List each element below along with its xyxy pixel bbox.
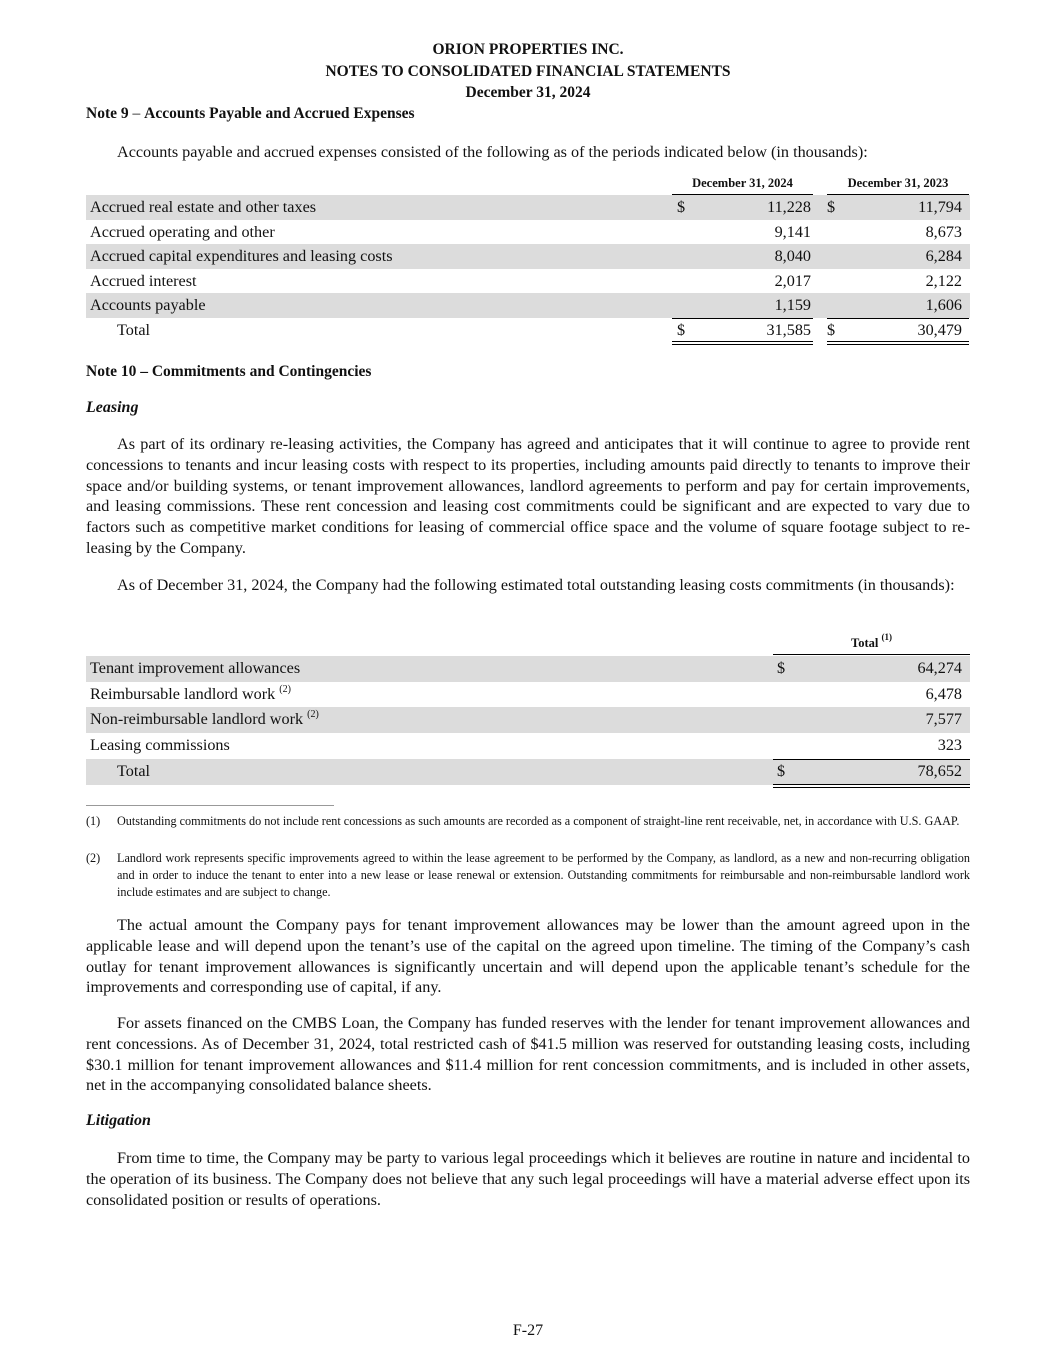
document-date: December 31, 2024 bbox=[465, 84, 591, 101]
row-label bbox=[90, 682, 291, 708]
row-label bbox=[90, 707, 319, 733]
row-label-text: Reimbursable landlord work bbox=[90, 684, 276, 703]
note9-intro: Accounts payable and accrued expenses consisted of the following as of the periods indicated below (in thousands): bbox=[117, 143, 868, 161]
row-value: 64,274 bbox=[917, 659, 962, 677]
note10-heading: Note 10 – Commitments and Contingencies bbox=[86, 363, 372, 380]
leasing-paragraph-4: For assets financed on the CMBS Loan, the Company has funded reserves with the lender for tenant improvement allowances and rent concessions. As of December 31, 2024, total restricted cash of $41.5 million was reserved for outstanding leasing costs, including $30.1 million for tenant improvement allowances and $11.4 million for rent concession commitments, and is included in other assets, net in the accompanying consolidated balance sheets. bbox=[86, 1014, 970, 1095]
table-row bbox=[86, 195, 970, 220]
table-row bbox=[86, 293, 970, 318]
total-double-rule bbox=[827, 341, 969, 345]
leasing-paragraph-1: As part of its ordinary re-leasing activities, the Company has agreed and anticipates that it will continue to agree to provide rent concessions to tenants and incur leasing costs with respect to its properties, including amounts paid directly to tenants to improve their space and/or building systems, or tenant improvement allowances, landlord agreements to perform and pay for certain improvements, and leasing commissions. These rent concession and leasing cost commitments could be significant and are expected to vary due to factors such as competitive market conditions for leasing of commercial office space and the volume of square footage subject to re-leasing by the Company. bbox=[86, 435, 970, 557]
total-label: Total bbox=[117, 321, 151, 339]
table-row bbox=[86, 244, 970, 269]
row-label: Accrued interest bbox=[90, 271, 197, 290]
document-title: NOTES TO CONSOLIDATED FINANCIAL STATEMENTS bbox=[325, 63, 731, 80]
footnote-text: Landlord work represents specific improvements agreed to within the lease agreement to be performed by the Company, as landlord, as a new and non-recurring obligation and in order to induce the tenant to enter into a new lease or lease renewal or extension. Outstanding commitments for reimbursable and non-reimbursable landlord work include estimates and are subject to change. bbox=[117, 851, 970, 899]
table-row bbox=[86, 220, 970, 245]
row-value: 7,577 bbox=[925, 710, 962, 728]
table-row bbox=[86, 707, 970, 733]
value-2023: 1,606 bbox=[925, 296, 962, 314]
value-2024: 9,141 bbox=[774, 222, 811, 241]
column-header-label: Total bbox=[851, 636, 879, 650]
row-value: 323 bbox=[937, 735, 962, 754]
value-2023: 2,122 bbox=[925, 271, 962, 290]
table-row bbox=[86, 656, 970, 682]
total-double-rule bbox=[672, 341, 813, 345]
litigation-paragraph: From time to time, the Company may be party to various legal proceedings which it believes are routine in nature and incidental to the operation of its business. The Company does not believe that any such legal proceedings will have a material adverse effect upon its consolidated position or results of operations. bbox=[86, 1149, 970, 1209]
table-total-row bbox=[86, 318, 970, 343]
currency-symbol: $ bbox=[677, 321, 686, 339]
table-row bbox=[86, 682, 970, 708]
value-2024: 1,159 bbox=[774, 296, 811, 314]
note9-separator: – bbox=[128, 105, 145, 122]
leasing-paragraph-2: As of December 31, 2024, the Company had the following estimated total outstanding leasing costs commitments (in thousands): bbox=[117, 576, 955, 594]
footnote-text: Outstanding commitments do not include rent concessions as such amounts are recorded as a component of straight-line rent receivable, net, in accordance with U.S. GAAP. bbox=[117, 814, 960, 828]
column-header-2024: December 31, 2024 bbox=[672, 176, 813, 195]
footnote-1 bbox=[86, 813, 970, 830]
footnote-2 bbox=[86, 850, 970, 901]
currency-symbol: $ bbox=[777, 762, 786, 780]
row-label: Accrued real estate and other taxes bbox=[90, 198, 317, 216]
value-2024: 8,040 bbox=[774, 247, 811, 265]
value-2024: 11,228 bbox=[767, 198, 811, 216]
row-label: Accrued operating and other bbox=[90, 222, 275, 241]
value-2023: 11,794 bbox=[918, 198, 962, 216]
total-double-rule bbox=[773, 784, 970, 788]
subtotal-rule bbox=[773, 759, 970, 760]
table-total-row bbox=[86, 759, 970, 785]
total-label: Total bbox=[117, 762, 151, 780]
litigation-heading: Litigation bbox=[86, 1112, 151, 1129]
company-name: ORION PROPERTIES INC. bbox=[432, 41, 624, 58]
row-label: Leasing commissions bbox=[90, 735, 230, 754]
row-label-text: Non-reimbursable landlord work bbox=[90, 710, 304, 728]
note9-title: Accounts Payable and Accrued Expenses bbox=[144, 105, 415, 122]
leasing-paragraph-3: The actual amount the Company pays for tenant improvement allowances may be lower than the amount agreed upon in the applicable lease and will depend upon the tenant’s use of the capital on the agreed upon timeline. The timing of the Company’s cash outlay for tenant improvement allowances is significantly uncertain and will depend upon the applicable tenant’s schedule for the improvements and corresponding use of capital, if any. bbox=[86, 916, 970, 997]
leasing-heading: Leasing bbox=[86, 399, 139, 416]
currency-symbol: $ bbox=[677, 198, 686, 216]
column-header-total bbox=[773, 632, 970, 655]
note9-heading bbox=[86, 105, 415, 123]
row-label: Tenant improvement allowances bbox=[90, 659, 301, 677]
value-2023: 8,673 bbox=[925, 222, 962, 241]
row-label: Accrued capital expenditures and leasing costs bbox=[90, 247, 393, 265]
column-header-2023: December 31, 2023 bbox=[827, 176, 969, 195]
note9-number: Note 9 bbox=[86, 105, 129, 122]
footnote-ref: (1) bbox=[881, 632, 892, 642]
row-label: Accounts payable bbox=[90, 296, 206, 314]
footnote-ref: (2) bbox=[307, 709, 319, 720]
table-row bbox=[86, 733, 970, 759]
currency-symbol: $ bbox=[777, 659, 786, 677]
currency-symbol: $ bbox=[827, 198, 836, 216]
total-2024: 31,585 bbox=[766, 321, 811, 339]
row-value: 6,478 bbox=[925, 684, 962, 703]
footnote-number: (2) bbox=[86, 851, 101, 865]
table-row bbox=[86, 269, 970, 294]
footnote-ref: (2) bbox=[279, 683, 291, 695]
total-2023: 30,479 bbox=[917, 321, 962, 339]
footnote-number: (1) bbox=[86, 814, 101, 828]
value-2024: 2,017 bbox=[774, 271, 811, 290]
total-value: 78,652 bbox=[917, 762, 962, 780]
page-number: F-27 bbox=[512, 1322, 544, 1339]
value-2023: 6,284 bbox=[925, 247, 962, 265]
footnote-separator bbox=[86, 805, 334, 806]
currency-symbol: $ bbox=[827, 321, 836, 339]
